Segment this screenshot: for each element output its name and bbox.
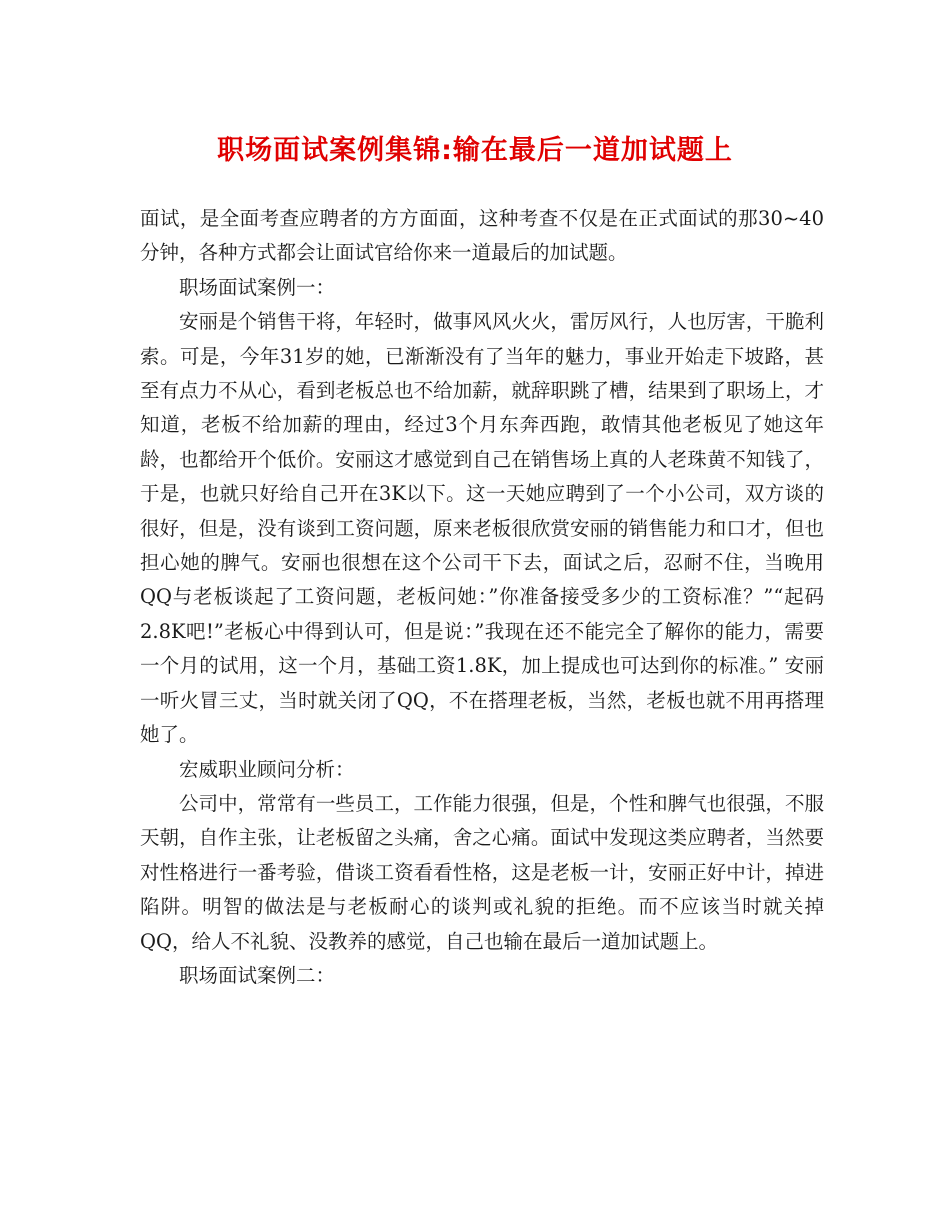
intro-paragraph: 面试，是全面考查应聘者的方方面面，这种考查不仅是在正式面试的那30~40分钟，各种方式都会让面试官给你来一道最后的加试题。 [140, 207, 824, 265]
document-title: 职场面试案例集锦:输在最后一道加试题上 [217, 135, 733, 166]
analysis-heading: 宏威职业顾问分析： [179, 757, 355, 781]
analysis-paragraph: 公司中，常常有一些员工，工作能力很强，但是，个性和脾气也很强，不服天朝，自作主张，让老板留之头痛，舍之心痛。面试中发现这类应聘者，当然要对性格进行一番考验，借谈工资看看性格，这是老板一计，安丽正好中计，掉进陷阱。明智的做法是与老板耐心的谈判或礼貌的拒绝。而不应该当时就关掉QQ，给人不礼貌、没教养的感觉，自己也输在最后一道加试题上。 [140, 791, 824, 953]
case-two-heading: 职场面试案例二： [179, 963, 336, 987]
document-body [140, 202, 824, 993]
case-one-heading: 职场面试案例一： [179, 275, 336, 299]
case-one-story: 安丽是个销售干将，年轻时，做事风风火火，雷厉风行，人也厉害，干脆利索。可是，今年31岁的她，已渐渐没有了当年的魅力，事业开始走下坡路，甚至有点力不从心，看到老板总也不给加薪，就辞职跳了槽，结果到了职场上，才知道，老板不给加薪的理由，经过3个月东奔西跑，敢情其他老板见了她这年龄，也都给开个低价。安丽这才感觉到自己在销售场上真的人老珠黄不知钱了，于是，也就只好给自己开在3K以下。这一天她应聘到了一个小公司，双方谈的很好，但是，没有谈到工资问题，原来老板很欣赏安丽的销售能力和口才，但也担心她的脾气。安丽也很想在这个公司干下去，面试之后，忍耐不住，当晚用QQ与老板谈起了工资问题，老板问她：”你准备接受多少的工资标准？”“起码2.8K吧!”老板心中得到认可，但是说：”我现在还不能完全了解你的能力，需要一个月的试用，这一个月，基础工资1.8K，加上提成也可达到你的标准。” 安丽一听火冒三丈，当时就关闭了QQ，不在搭理老板，当然，老板也就不用再搭理她了。 [140, 310, 824, 747]
